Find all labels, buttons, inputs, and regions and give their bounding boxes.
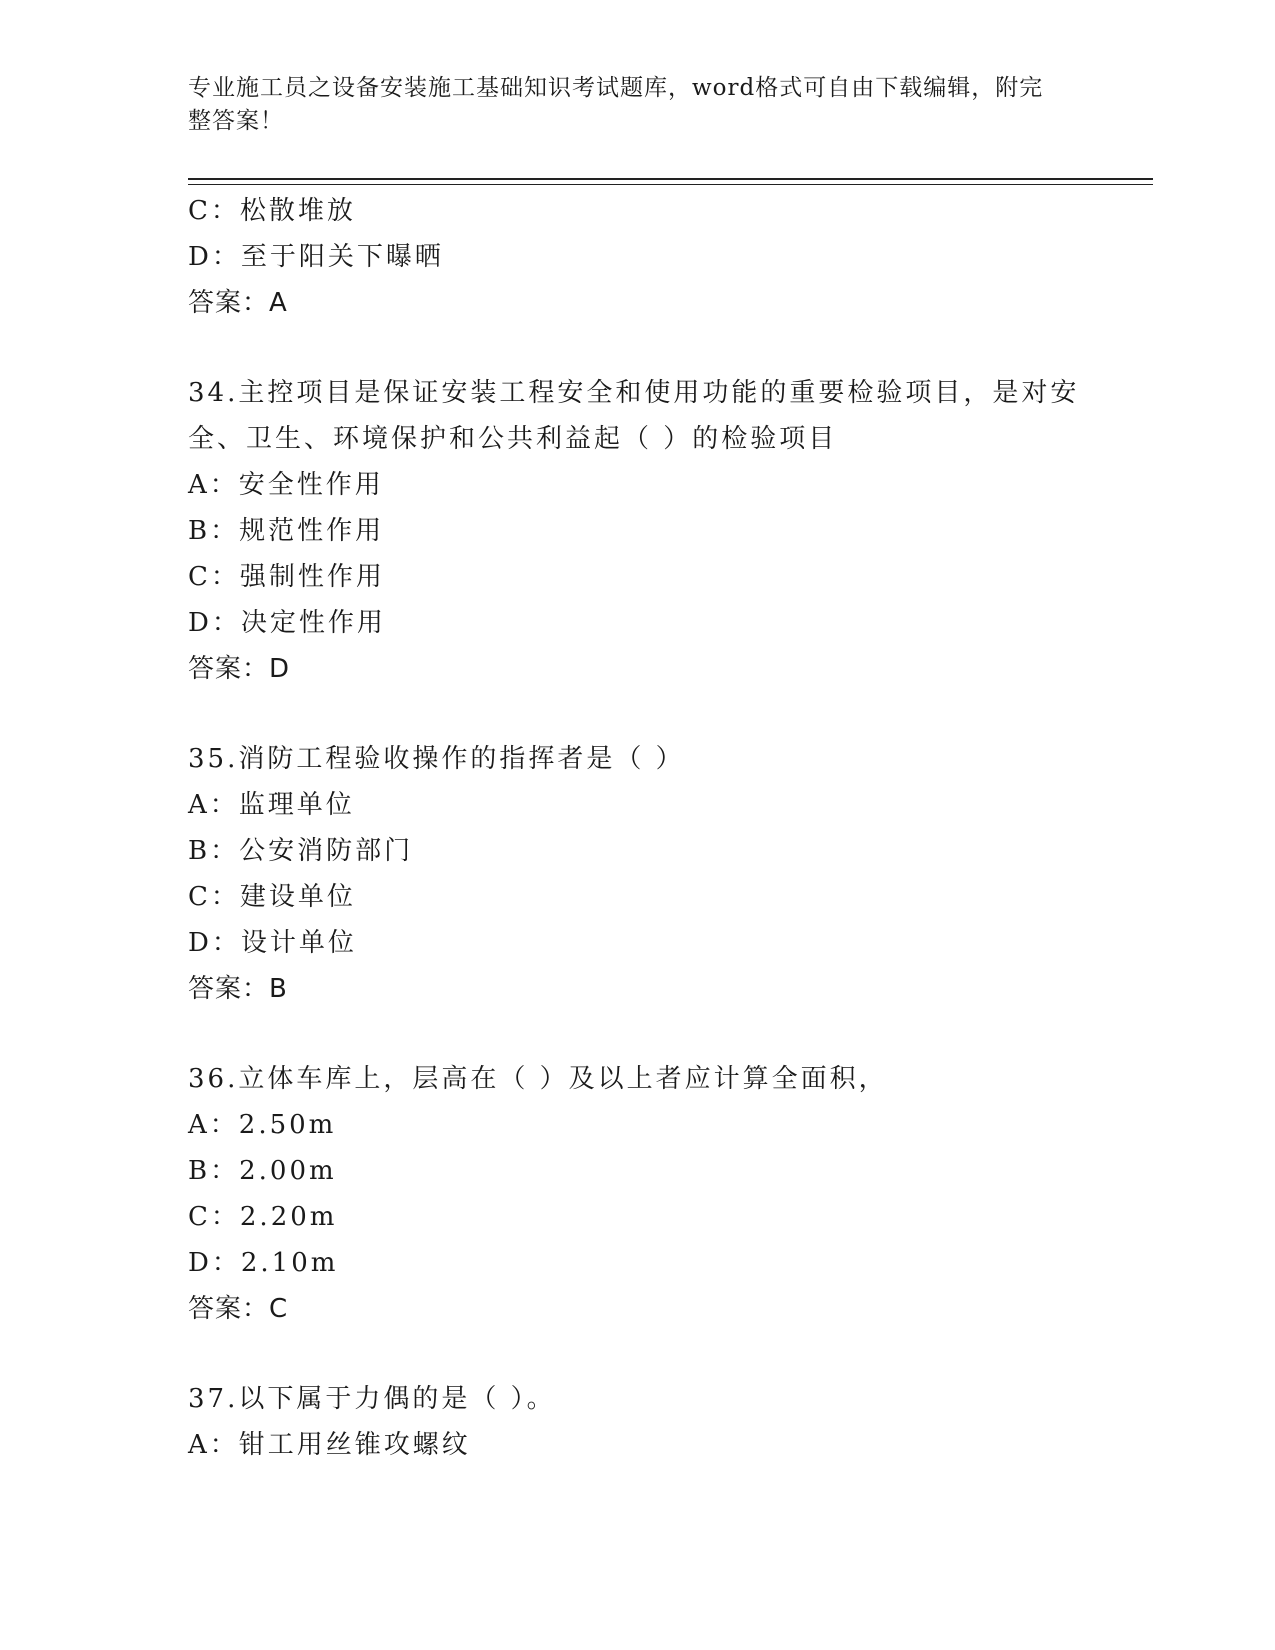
question-stem-line-1: 37.以下属于力偶的是（ ）。 xyxy=(188,1384,556,1414)
question-36 xyxy=(188,1056,1088,1332)
option-a: A：2.50m xyxy=(188,1110,337,1140)
question-37 xyxy=(188,1376,1088,1468)
option-a: A：钳工用丝锥攻螺纹 xyxy=(188,1430,471,1460)
document-header xyxy=(188,72,1068,138)
option-c: C：建设单位 xyxy=(188,882,356,912)
spacer xyxy=(188,692,1088,736)
question-stem-line-1: 35.消防工程验收操作的指挥者是（ ） xyxy=(188,744,685,774)
option-d: D：至于阳关下曝晒 xyxy=(188,242,444,272)
option-d: D：2.10m xyxy=(188,1248,339,1278)
option-b: B：2.00m xyxy=(188,1156,337,1186)
question-stem-line-2: 全、卫生、环境保护和公共利益起（ ）的检验项目 xyxy=(188,424,838,454)
option-d: D：设计单位 xyxy=(188,928,357,958)
option-c: C：松散堆放 xyxy=(188,196,356,226)
question-34 xyxy=(188,370,1088,692)
option-b: B：公安消防部门 xyxy=(188,836,414,866)
question-stem-line-1: 34.主控项目是保证安装工程安全和使用功能的重要检验项目，是对安 xyxy=(188,378,1080,408)
option-d: D：决定性作用 xyxy=(188,608,386,638)
answer-line: 答案：B xyxy=(188,974,288,1004)
answer-line: 答案：A xyxy=(188,288,288,318)
spacer xyxy=(188,326,1088,370)
header-divider-thin xyxy=(188,184,1153,185)
question-35 xyxy=(188,736,1088,1012)
header-line-2: 整答案！ xyxy=(188,108,284,134)
answer-line: 答案：D xyxy=(188,654,291,684)
option-a: A：安全性作用 xyxy=(188,470,384,500)
question-33-continuation xyxy=(188,188,1088,326)
header-divider-thick xyxy=(188,178,1153,180)
header-line-1: 专业施工员之设备安装施工基础知识考试题库，word格式可自由下载编辑，附完 xyxy=(188,75,1044,101)
spacer xyxy=(188,1012,1088,1056)
question-stem-line-1: 36.立体车库上，层高在（ ）及以上者应计算全面积， xyxy=(188,1064,888,1094)
document-body xyxy=(188,188,1088,1468)
option-a: A：监理单位 xyxy=(188,790,355,820)
option-c: C：强制性作用 xyxy=(188,562,385,592)
option-b: B：规范性作用 xyxy=(188,516,385,546)
option-c: C：2.20m xyxy=(188,1202,338,1232)
answer-line: 答案：C xyxy=(188,1294,289,1324)
spacer xyxy=(188,1332,1088,1376)
